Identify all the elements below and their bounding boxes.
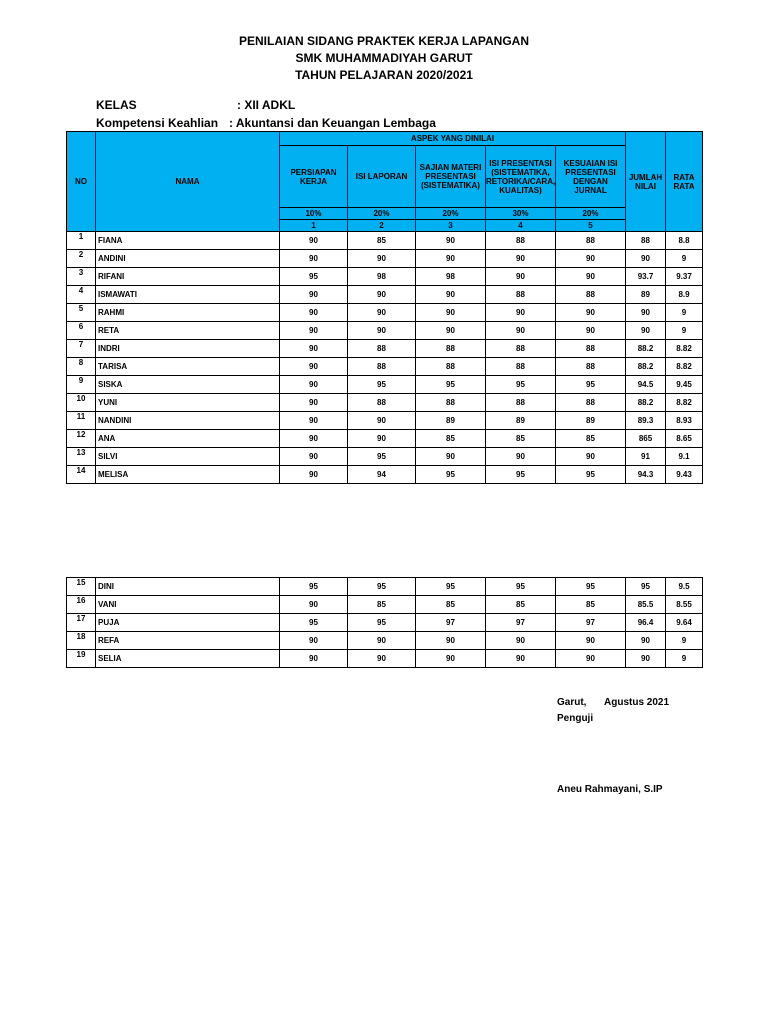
cell-c5: 95 [556, 376, 626, 394]
cell-nama: MELISA [96, 466, 280, 484]
cell-c4: 88 [486, 340, 556, 358]
cell-c3: 90 [416, 250, 486, 268]
cell-c4: 88 [486, 232, 556, 250]
table-row [67, 286, 703, 304]
cell-c1: 90 [280, 466, 348, 484]
cell-nama: SILVI [96, 448, 280, 466]
cell-c3: 90 [416, 448, 486, 466]
table-row [67, 430, 703, 448]
cell-c2: 88 [348, 358, 416, 376]
weight-5: 20% [556, 208, 626, 220]
cell-c1: 90 [280, 430, 348, 448]
cell-c3: 95 [416, 578, 486, 596]
doc-title: PENILAIAN SIDANG PRAKTEK KERJA LAPANGAN [238, 34, 529, 48]
cell-nama: ANA [96, 430, 280, 448]
weight-1: 10% [280, 208, 348, 220]
table-row [67, 578, 703, 596]
signature-role: Penguji [557, 713, 594, 724]
cell-no: 10 [67, 394, 96, 412]
weight-4: 30% [486, 208, 556, 220]
cell-c2: 90 [348, 286, 416, 304]
cell-rata: 8.93 [666, 412, 703, 430]
cell-c4: 90 [486, 650, 556, 668]
cell-c1: 90 [280, 376, 348, 394]
cell-c1: 90 [280, 232, 348, 250]
cell-nama: ISMAWATI [96, 286, 280, 304]
cell-jumlah: 96.4 [626, 614, 666, 632]
header-persiapan: PERSIAPAN KERJA [280, 146, 348, 208]
cell-c3: 85 [416, 596, 486, 614]
cell-no: 15 [67, 578, 96, 596]
cell-nama: SELIA [96, 650, 280, 668]
cell-nama: INDRI [96, 340, 280, 358]
cell-c4: 90 [486, 250, 556, 268]
cell-c3: 89 [416, 412, 486, 430]
cell-c2: 90 [348, 632, 416, 650]
cell-rata: 9 [666, 322, 703, 340]
cell-c1: 90 [280, 448, 348, 466]
cell-no: 11 [67, 412, 96, 430]
cell-c4: 90 [486, 632, 556, 650]
cell-c3: 88 [416, 358, 486, 376]
cell-c3: 97 [416, 614, 486, 632]
header-no: NO [67, 132, 96, 232]
header-sajian-materi: SAJIAN MATERI PRESENTASI (SISTEMATIKA) [416, 146, 486, 208]
cell-no: 6 [67, 322, 96, 340]
cell-jumlah: 94.5 [626, 376, 666, 394]
cell-c3: 90 [416, 650, 486, 668]
cell-c3: 98 [416, 268, 486, 286]
cell-c5: 97 [556, 614, 626, 632]
cell-c3: 95 [416, 466, 486, 484]
table-row [67, 340, 703, 358]
cell-nama: DINI [96, 578, 280, 596]
school-name: SMK MUHAMMADIYAH GARUT [295, 51, 473, 65]
cell-rata: 8.82 [666, 358, 703, 376]
cell-rata: 8.65 [666, 430, 703, 448]
cell-no: 13 [67, 448, 96, 466]
cell-jumlah: 93.7 [626, 268, 666, 286]
col-number-1: 1 [280, 220, 348, 232]
table-row [67, 376, 703, 394]
cell-c2: 88 [348, 394, 416, 412]
signature-name: Aneu Rahmayani, S.IP [557, 784, 663, 795]
cell-nama: SISKA [96, 376, 280, 394]
cell-jumlah: 90 [626, 322, 666, 340]
cell-c4: 97 [486, 614, 556, 632]
cell-nama: ANDINI [96, 250, 280, 268]
cell-c1: 90 [280, 250, 348, 268]
cell-c3: 85 [416, 430, 486, 448]
cell-c5: 90 [556, 632, 626, 650]
cell-c2: 85 [348, 596, 416, 614]
cell-c4: 95 [486, 376, 556, 394]
cell-c1: 90 [280, 358, 348, 376]
table-row [67, 448, 703, 466]
cell-jumlah: 95 [626, 578, 666, 596]
cell-c1: 90 [280, 394, 348, 412]
signature-date: Agustus 2021 [604, 697, 670, 708]
cell-jumlah: 88.2 [626, 394, 666, 412]
cell-c1: 90 [280, 596, 348, 614]
cell-no: 4 [67, 286, 96, 304]
cell-c4: 88 [486, 394, 556, 412]
header-rata: RATA RATA [666, 132, 703, 232]
cell-c1: 90 [280, 340, 348, 358]
header-isi-presentasi: ISI PRESENTASI (SISTEMATIKA, RETORIKA/CARA, KUALITAS) [486, 146, 556, 208]
cell-rata: 9.5 [666, 578, 703, 596]
cell-rata: 9 [666, 250, 703, 268]
cell-c5: 85 [556, 430, 626, 448]
cell-c4: 90 [486, 304, 556, 322]
cell-no: 18 [67, 632, 96, 650]
signature-place: Garut, [557, 697, 587, 708]
cell-c4: 90 [486, 322, 556, 340]
cell-c3: 88 [416, 394, 486, 412]
table-row [67, 304, 703, 322]
cell-no: 7 [67, 340, 96, 358]
cell-rata: 8.8 [666, 232, 703, 250]
cell-no: 19 [67, 650, 96, 668]
cell-c1: 95 [280, 578, 348, 596]
cell-jumlah: 88.2 [626, 340, 666, 358]
table-row [67, 466, 703, 484]
cell-c2: 90 [348, 650, 416, 668]
cell-c3: 90 [416, 232, 486, 250]
cell-jumlah: 90 [626, 650, 666, 668]
cell-c1: 90 [280, 304, 348, 322]
cell-c5: 85 [556, 596, 626, 614]
col-number-4: 4 [486, 220, 556, 232]
cell-c5: 90 [556, 250, 626, 268]
cell-c3: 90 [416, 322, 486, 340]
cell-c5: 89 [556, 412, 626, 430]
cell-c2: 90 [348, 250, 416, 268]
table-row [67, 358, 703, 376]
grades-table-continued [66, 577, 703, 668]
cell-no: 17 [67, 614, 96, 632]
cell-rata: 9.43 [666, 466, 703, 484]
cell-c2: 90 [348, 412, 416, 430]
cell-c3: 95 [416, 376, 486, 394]
cell-c1: 90 [280, 286, 348, 304]
table-row [67, 596, 703, 614]
cell-rata: 8.9 [666, 286, 703, 304]
cell-c5: 88 [556, 394, 626, 412]
col-number-2: 2 [348, 220, 416, 232]
cell-c2: 94 [348, 466, 416, 484]
cell-rata: 8.82 [666, 394, 703, 412]
cell-jumlah: 88.2 [626, 358, 666, 376]
cell-jumlah: 94.3 [626, 466, 666, 484]
cell-c3: 90 [416, 304, 486, 322]
cell-c5: 88 [556, 232, 626, 250]
cell-no: 16 [67, 596, 96, 614]
cell-nama: REFA [96, 632, 280, 650]
table-row [67, 250, 703, 268]
cell-rata: 9 [666, 632, 703, 650]
academic-year: TAHUN PELAJARAN 2020/2021 [295, 68, 473, 82]
cell-c5: 90 [556, 448, 626, 466]
weight-3: 20% [416, 208, 486, 220]
cell-c3: 88 [416, 340, 486, 358]
cell-nama: PUJA [96, 614, 280, 632]
cell-c3: 90 [416, 286, 486, 304]
table-row [67, 412, 703, 430]
cell-no: 12 [67, 430, 96, 448]
cell-c2: 95 [348, 376, 416, 394]
cell-no: 9 [67, 376, 96, 394]
kelas-label: KELAS [96, 98, 137, 112]
cell-nama: NANDINI [96, 412, 280, 430]
cell-no: 14 [67, 466, 96, 484]
cell-no: 2 [67, 250, 96, 268]
cell-jumlah: 865 [626, 430, 666, 448]
cell-c4: 95 [486, 466, 556, 484]
cell-nama: RETA [96, 322, 280, 340]
cell-c5: 95 [556, 466, 626, 484]
cell-c5: 88 [556, 358, 626, 376]
cell-jumlah: 90 [626, 250, 666, 268]
cell-jumlah: 90 [626, 632, 666, 650]
grades-table [66, 131, 703, 484]
col-number-3: 3 [416, 220, 486, 232]
cell-rata: 9.37 [666, 268, 703, 286]
table-row [67, 232, 703, 250]
cell-c5: 90 [556, 650, 626, 668]
cell-c1: 95 [280, 614, 348, 632]
col-number-5: 5 [556, 220, 626, 232]
table-row [67, 650, 703, 668]
cell-c4: 90 [486, 268, 556, 286]
cell-c2: 95 [348, 614, 416, 632]
cell-c2: 90 [348, 322, 416, 340]
table-row [67, 322, 703, 340]
cell-nama: RAHMI [96, 304, 280, 322]
table-row [67, 614, 703, 632]
cell-no: 8 [67, 358, 96, 376]
cell-c1: 90 [280, 650, 348, 668]
cell-nama: TARISA [96, 358, 280, 376]
cell-rata: 8.55 [666, 596, 703, 614]
header-jumlah: JUMLAH NILAI [626, 132, 666, 232]
cell-c2: 95 [348, 448, 416, 466]
kelas-value: : XII ADKL [237, 98, 296, 112]
cell-c1: 90 [280, 632, 348, 650]
cell-c4: 88 [486, 358, 556, 376]
header-aspek: ASPEK YANG DINILAI [280, 132, 626, 146]
cell-c5: 90 [556, 268, 626, 286]
cell-c4: 90 [486, 448, 556, 466]
cell-c2: 95 [348, 578, 416, 596]
cell-jumlah: 90 [626, 304, 666, 322]
cell-no: 5 [67, 304, 96, 322]
cell-c2: 90 [348, 304, 416, 322]
cell-c2: 85 [348, 232, 416, 250]
table-row [67, 632, 703, 650]
cell-jumlah: 89.3 [626, 412, 666, 430]
kompetensi-label: Kompetensi Keahlian [96, 116, 219, 130]
header-isi-laporan: ISI LAPORAN [348, 146, 416, 208]
cell-c5: 95 [556, 578, 626, 596]
cell-c4: 85 [486, 430, 556, 448]
cell-c5: 90 [556, 322, 626, 340]
cell-c1: 95 [280, 268, 348, 286]
cell-jumlah: 91 [626, 448, 666, 466]
cell-rata: 9.1 [666, 448, 703, 466]
cell-c5: 88 [556, 286, 626, 304]
cell-no: 1 [67, 232, 96, 250]
cell-c3: 90 [416, 632, 486, 650]
cell-rata: 9.64 [666, 614, 703, 632]
cell-nama: RIFANI [96, 268, 280, 286]
cell-c2: 88 [348, 340, 416, 358]
cell-rata: 8.82 [666, 340, 703, 358]
cell-rata: 9 [666, 650, 703, 668]
cell-no: 3 [67, 268, 96, 286]
cell-c5: 90 [556, 304, 626, 322]
header-kesuaian: KESUAIAN ISI PRESENTASI DENGAN JURNAL [556, 146, 626, 208]
cell-c2: 90 [348, 430, 416, 448]
table-row [67, 394, 703, 412]
weight-2: 20% [348, 208, 416, 220]
cell-jumlah: 85.5 [626, 596, 666, 614]
cell-c1: 90 [280, 322, 348, 340]
cell-jumlah: 88 [626, 232, 666, 250]
cell-rata: 9.45 [666, 376, 703, 394]
cell-nama: VANI [96, 596, 280, 614]
kompetensi-value: : Akuntansi dan Keuangan Lembaga [229, 116, 436, 130]
cell-c4: 88 [486, 286, 556, 304]
table-row [67, 268, 703, 286]
cell-c1: 90 [280, 412, 348, 430]
cell-c4: 89 [486, 412, 556, 430]
cell-nama: FIANA [96, 232, 280, 250]
cell-c2: 98 [348, 268, 416, 286]
cell-jumlah: 89 [626, 286, 666, 304]
cell-c4: 85 [486, 596, 556, 614]
header-nama: NAMA [96, 132, 280, 232]
cell-c5: 88 [556, 340, 626, 358]
cell-c4: 95 [486, 578, 556, 596]
cell-nama: YUNI [96, 394, 280, 412]
cell-rata: 9 [666, 304, 703, 322]
